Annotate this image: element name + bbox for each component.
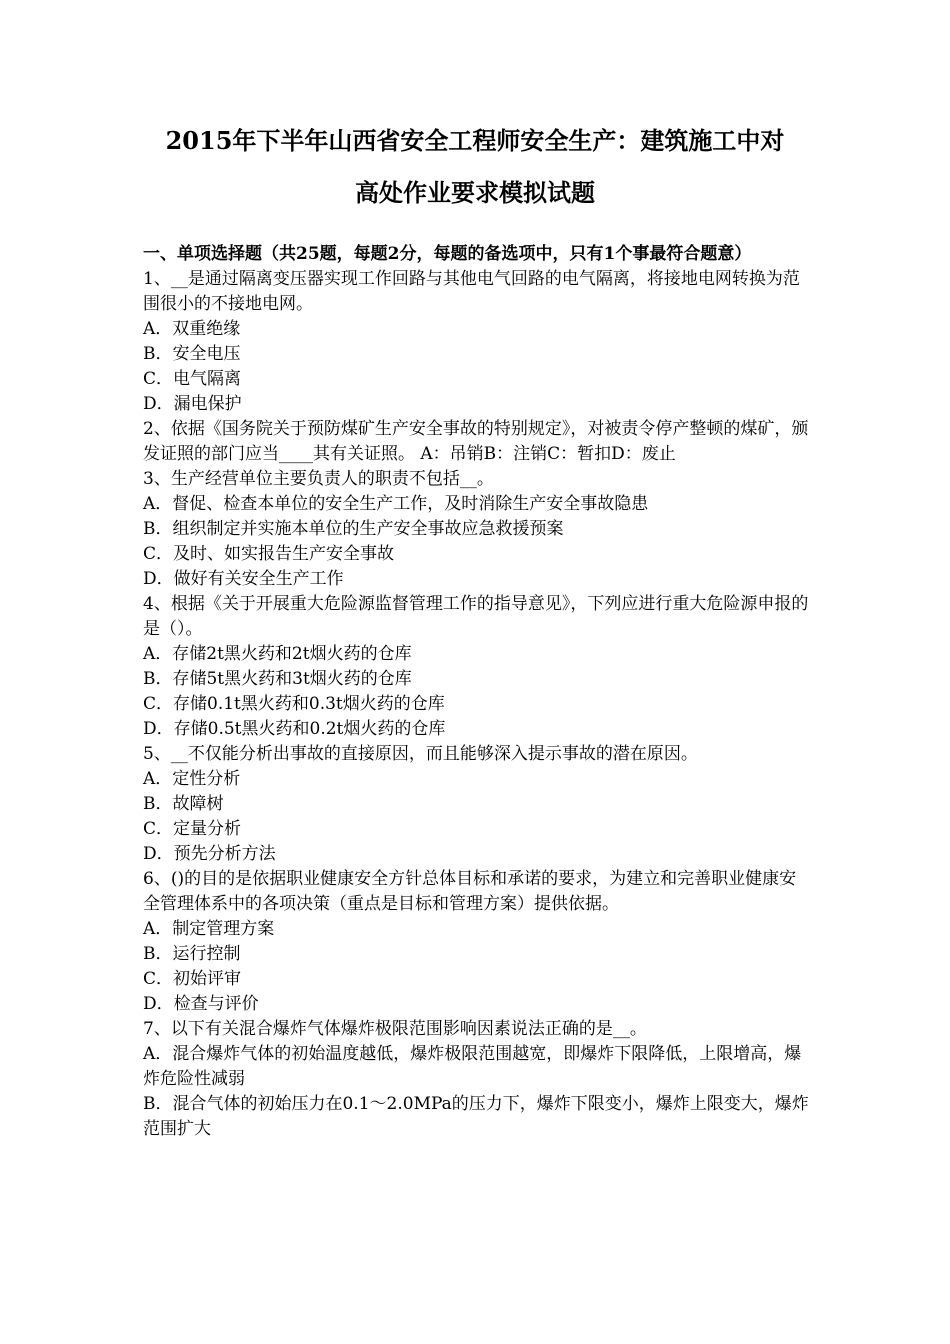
option: A．混合爆炸气体的初始温度越低，爆炸极限范围越宽，即爆炸下限降低，上限增高，爆炸危险性减弱 — [143, 1044, 802, 1089]
question-text: 3、生产经营单位主要负责人的职责不包括__。 — [143, 469, 494, 489]
option: D．检查与评价 — [143, 994, 259, 1014]
question — [143, 467, 810, 592]
question — [143, 742, 810, 867]
option: C．电气隔离 — [143, 369, 242, 389]
option: A．定性分析 — [143, 769, 241, 789]
option: D．存储0.5t黑火药和0.2t烟火药的仓库 — [143, 719, 446, 739]
option: A．督促、检查本单位的安全生产工作，及时消除生产安全事故隐患 — [143, 494, 649, 514]
title-line-1: 2015年下半年山西省安全工程师安全生产：建筑施工中对 — [165, 126, 785, 155]
option: C．存储0.1t黑火药和0.3t烟火药的仓库 — [143, 694, 445, 714]
option: A．双重绝缘 — [143, 319, 241, 339]
question — [143, 1017, 810, 1142]
option: D．做好有关安全生产工作 — [143, 569, 344, 589]
title-line-2: 高处作业要求模拟试题 — [355, 178, 595, 207]
question-text: 5、__不仅能分析出事故的直接原因，而且能够深入提示事故的潜在原因。 — [143, 744, 698, 764]
question-text: 6、()的目的是依据职业健康安全方针总体目标和承诺的要求，为建立和完善职业健康安全管理体系中的各项决策（重点是目标和管理方案）提供依据。 — [143, 869, 797, 914]
option: B．存储5t黑火药和3t烟火药的仓库 — [143, 669, 412, 689]
option: B．故障树 — [143, 794, 224, 814]
question-text: 2、依据《国务院关于预防煤矿生产安全事故的特别规定》，对被责令停产整顿的煤矿，颁发证照的部门应当____其有关证照。 A：吊销B：注销C：暂扣D：废止 — [143, 419, 809, 464]
question — [143, 417, 810, 467]
option: C．定量分析 — [143, 819, 242, 839]
question — [143, 867, 810, 1017]
option: D．漏电保护 — [143, 394, 242, 414]
option: C．初始评审 — [143, 969, 242, 989]
question-text: 4、根据《关于开展重大危险源监督管理工作的指导意见》，下列应进行重大危险源申报的是（）。 — [143, 594, 809, 639]
option: A．存储2t黑火药和2t烟火药的仓库 — [143, 644, 412, 664]
option: D．预先分析方法 — [143, 844, 276, 864]
document-title — [100, 115, 850, 219]
question — [143, 592, 810, 742]
option: A．制定管理方案 — [143, 919, 275, 939]
option: B．混合气体的初始压力在0.1～2.0MPa的压力下，爆炸下限变小，爆炸上限变大，爆炸范围扩大 — [143, 1094, 809, 1139]
question-text: 7、以下有关混合爆炸气体爆炸极限范围影响因素说法正确的是__。 — [143, 1019, 647, 1039]
option: C．及时、如实报告生产安全事故 — [143, 544, 395, 564]
section-header: 一、单项选择题（共25题，每题2分，每题的备选项中，只有1个事最符合题意） — [143, 244, 752, 264]
option: B．运行控制 — [143, 944, 241, 964]
question-text: 1、__是通过隔离变压器实现工作回路与其他电气回路的电气隔离，将接地电网转换为范围很小的不接地电网。 — [143, 269, 800, 314]
option: B．组织制定并实施本单位的生产安全事故应急救援预案 — [143, 519, 564, 539]
question — [143, 267, 810, 417]
option: B．安全电压 — [143, 344, 241, 364]
document-body — [143, 242, 810, 1142]
